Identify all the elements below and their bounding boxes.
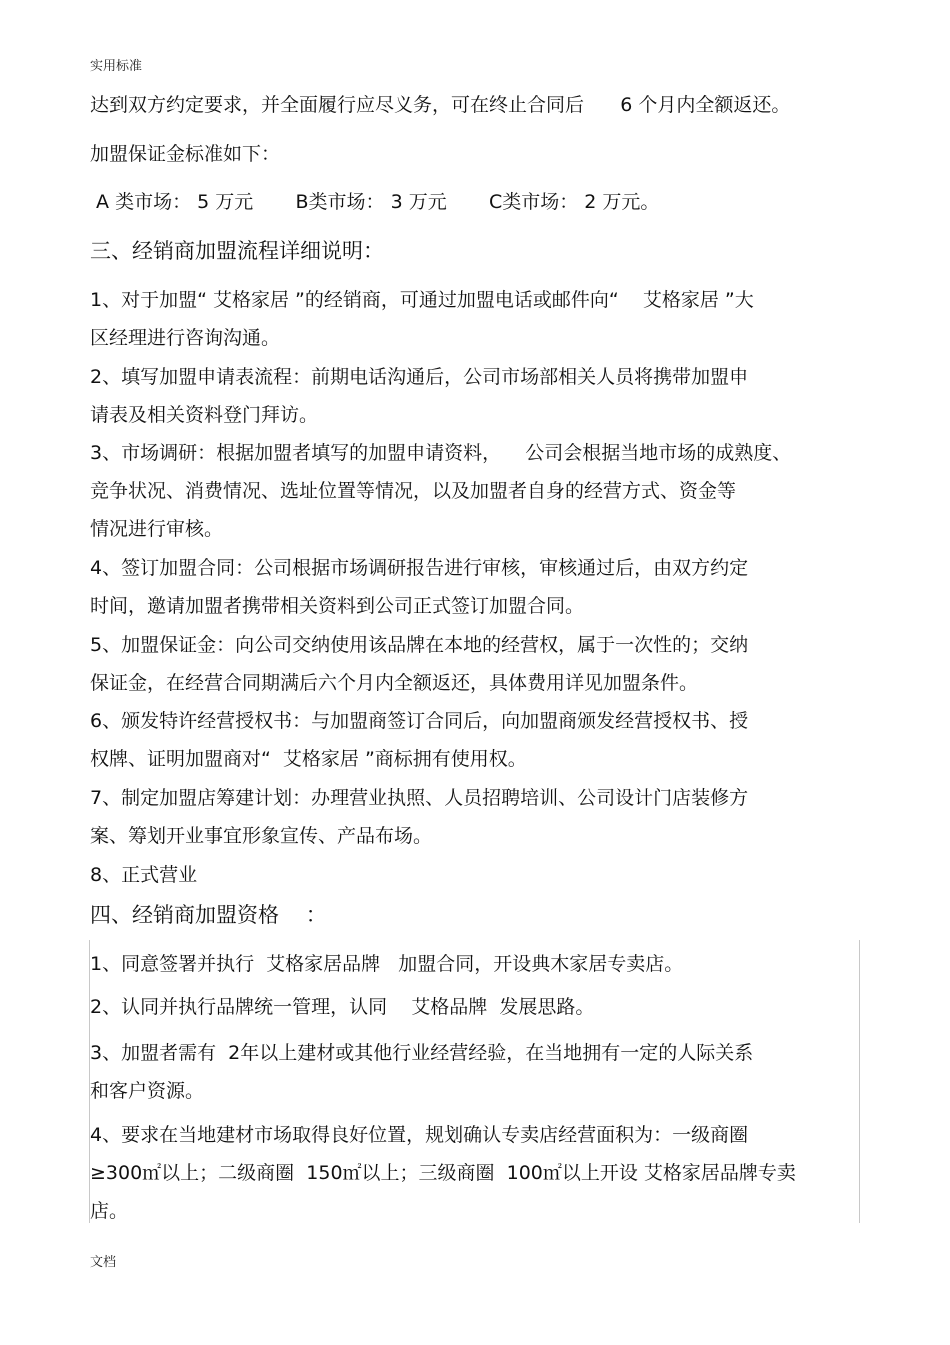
text-line: 4、要求在当地建材市场取得良好位置，规划确认专卖店经营面积为：一级商圈 — [90, 1124, 749, 1146]
text-line: 2、认同并执行品牌统一管理，认同 艾格品牌 发展思路。 — [90, 996, 595, 1018]
text-line: 1、对于加盟“ 艾格家居 ”的经销商，可通过加盟电话或邮件向“ 艾格家居 ”大 — [90, 289, 754, 311]
text-line: 6、颁发特许经营授权书：与加盟商签订合同后，向加盟商颁发经营授权书、授 — [90, 710, 749, 732]
page-header: 实用标准 — [90, 59, 143, 74]
frame-right-border — [859, 940, 860, 1223]
text-line: 8、正式营业 — [90, 864, 198, 886]
text-line: 时间，邀请加盟者携带相关资料到公司正式签订加盟合同。 — [90, 595, 585, 617]
text-line: ≥300㎡以上；二级商圈 150㎡以上；三级商圈 100㎡以上开设 艾格家居品牌专卖 — [90, 1162, 796, 1184]
section-heading: 三、经销商加盟流程详细说明： — [90, 239, 384, 263]
text-line: 店。 — [90, 1200, 129, 1222]
text-line: 案、筹划开业事宜形象宣传、产品布场。 — [90, 825, 433, 847]
text-line: 和客户资源。 — [90, 1080, 205, 1102]
text-line: 5、加盟保证金：向公司交纳使用该品牌在本地的经营权，属于一次性的；交纳 — [90, 634, 749, 656]
text-line: 达到双方约定要求，并全面履行应尽义务，可在终止合同后 6 个月内全额返还。 — [90, 94, 791, 116]
text-line: A 类市场： 5 万元 B类市场： 3 万元 C类市场： 2 万元。 — [90, 191, 660, 213]
section-heading: 四、经销商加盟资格 ： — [90, 903, 327, 927]
text-line: 1、同意签署并执行 艾格家居品牌 加盟合同，开设典木家居专卖店。 — [90, 953, 684, 975]
text-line: 请表及相关资料登门拜访。 — [90, 404, 319, 426]
text-line: 情况进行审核。 — [90, 518, 224, 540]
text-line: 竞争状况、消费情况、选址位置等情况，以及加盟者自身的经营方式、资金等 — [90, 480, 737, 502]
text-line: 2、填写加盟申请表流程：前期电话沟通后，公司市场部相关人员将携带加盟申 — [90, 366, 749, 388]
text-line: 区经理进行咨询沟通。 — [90, 327, 281, 349]
text-line: 4、签订加盟合同：公司根据市场调研报告进行审核，审核通过后，由双方约定 — [90, 557, 749, 579]
page-footer: 文档 — [90, 1255, 117, 1270]
text-line: 加盟保证金标准如下： — [90, 143, 281, 165]
text-line: 权牌、证明加盟商对“ 艾格家居 ”商标拥有使用权。 — [90, 748, 527, 770]
text-line: 3、加盟者需有 2年以上建材或其他行业经营经验，在当地拥有一定的人际关系 — [90, 1042, 754, 1064]
text-line: 3、市场调研：根据加盟者填写的加盟申请资料， 公司会根据当地市场的成熟度、 — [90, 442, 792, 464]
text-line: 保证金，在经营合同期满后六个月内全额返还，具体费用详见加盟条件。 — [90, 672, 699, 694]
text-line: 7、制定加盟店筹建计划：办理营业执照、人员招聘培训、公司设计门店装修方 — [90, 787, 749, 809]
